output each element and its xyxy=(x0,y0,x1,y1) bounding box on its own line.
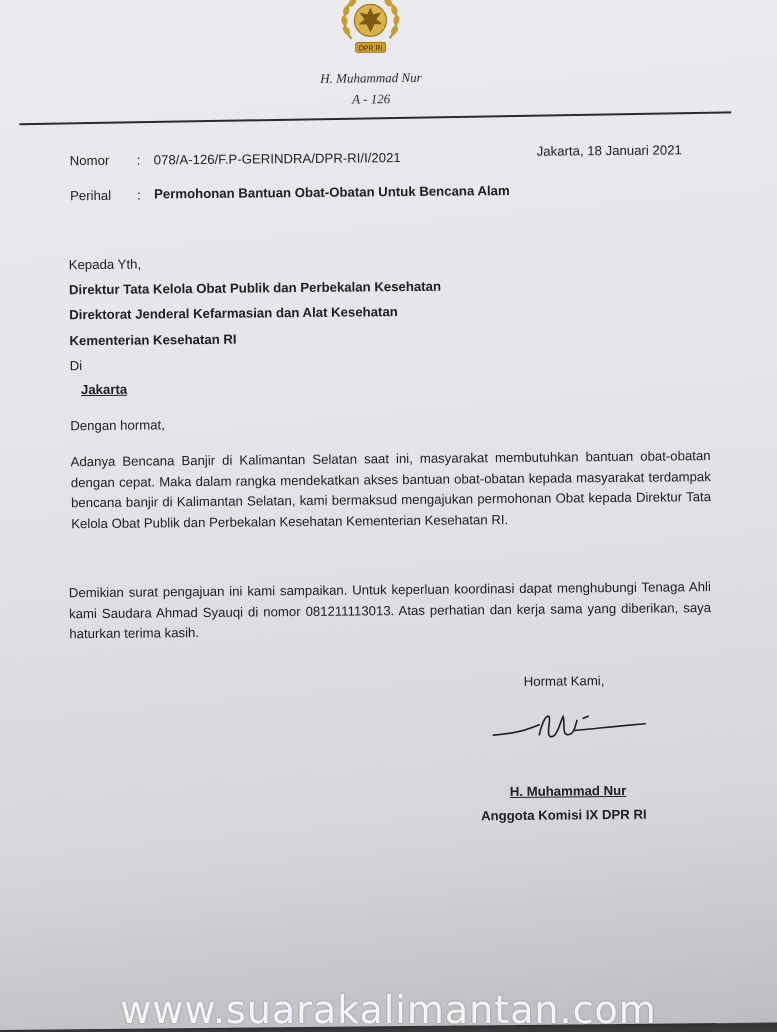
nomor-colon: : xyxy=(136,152,141,168)
recipient-city: Jakarta xyxy=(80,381,128,398)
body-paragraph-1: Adanya Bencana Banjir di Kalimantan Selatan saat ini, masyarakat membutuhkan bantuan obat-obatan dengan cepat. Maka dalam rangka mendekatkan akses bantuan obat-obatan kepada masyarakat terdampak bencana banjir di Kalimantan Selatan, kami bermaksud mengajukan permohonan Obat kepada Direktur Tata Kelola Obat Publik dan Perbekalan Kesehatan Kementerian Kesehatan RI. xyxy=(70,448,712,531)
nomor-value: 078/A-126/F.P-GERINDRA/DPR-RI/I/2021 xyxy=(153,150,401,168)
perihal-colon: : xyxy=(136,187,141,203)
recipient-line-3: Kementerian Kesehatan RI xyxy=(69,331,237,349)
body-paragraph-2: Demikian surat pengajuan ini kami sampaikan. Untuk keperluan koordinasi dapat menghubungi Tenaga Ahli kami Saudara Ahmad Syauqi di nomor 081211113013. Atas perhatian dan kerja sama yang diberikan, saya haturkan terima kasih. xyxy=(68,579,712,642)
recipient-greeting: Kepada Yth, xyxy=(68,256,142,273)
closing-regards: Hormat Kami, xyxy=(523,673,605,689)
letter-date: Jakarta, 18 Januari 2021 xyxy=(536,142,682,159)
signer-name: H. Muhammad Nur xyxy=(509,782,627,800)
dpr-emblem-icon xyxy=(337,0,404,63)
recipient-line-2: Direktorat Jenderal Kefarmasian dan Alat Kesehatan xyxy=(69,304,398,323)
site-watermark: www.suarakalimantan.com xyxy=(120,988,657,1032)
recipient-di: Di xyxy=(69,358,83,374)
salutation: Dengan hormat, xyxy=(70,417,165,434)
letterhead-room: A - 126 xyxy=(352,91,391,107)
letterhead-name: H. Muhammad Nur xyxy=(320,69,422,86)
recipient-line-1: Direktur Tata Kelola Obat Publik dan Perbekalan Kesehatan xyxy=(68,278,442,298)
emblem-label: DPR RI xyxy=(358,45,383,53)
handwritten-signature xyxy=(489,706,649,748)
nomor-label: Nomor xyxy=(69,152,110,169)
perihal-value: Permohonan Bantuan Obat-Obatan Untuk Bencana Alam xyxy=(153,183,510,202)
perihal-label: Perihal xyxy=(70,187,112,204)
signer-title: Anggota Komisi IX DPR RI xyxy=(480,806,647,824)
header-divider xyxy=(19,111,731,125)
